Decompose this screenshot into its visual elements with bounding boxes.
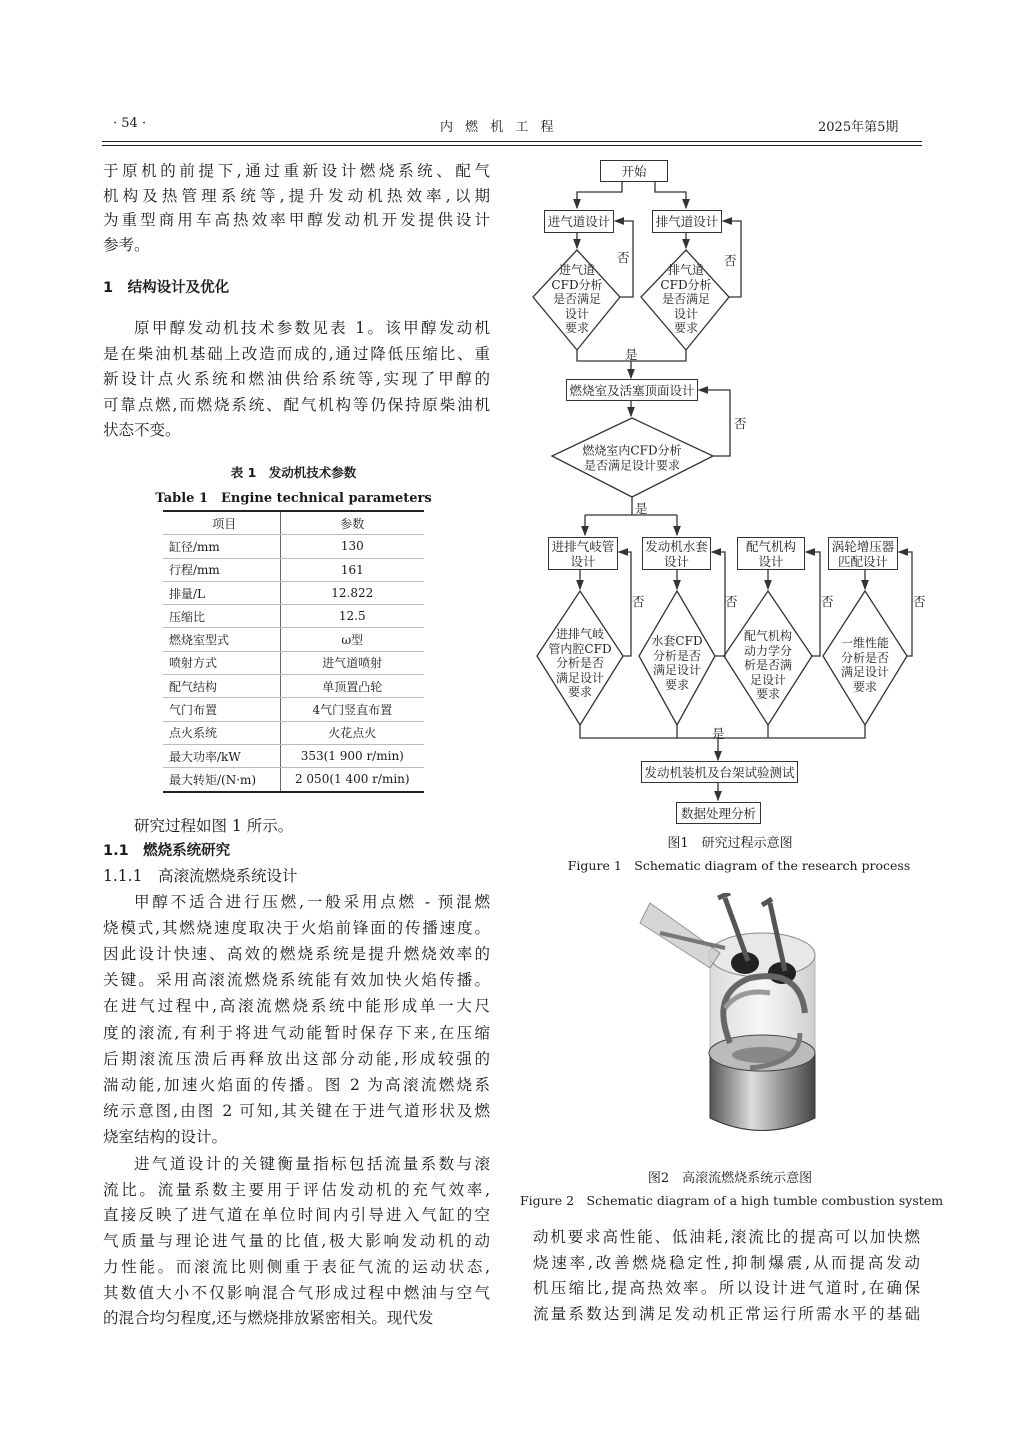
paragraph-line: 为重型商用车高热效率甲醇发动机开发提供设计 <box>103 211 490 230</box>
no-label: 否 <box>913 594 926 609</box>
no-label: 否 <box>725 594 738 609</box>
parameter-value: ω型 <box>280 628 424 651</box>
intake-design-node: 进气道设计 <box>544 210 614 233</box>
figure2-caption-en: Figure 2 Schematic diagram of a high tumble combustion system <box>520 1193 944 1208</box>
turbo-check-text: 一维性能 分析是否 满足设计 要求 <box>840 636 890 694</box>
paragraph-line: 研究过程如图 1 所示。 <box>134 817 294 835</box>
paragraph-line: 其数值大小不仅影响混合气形成过程中燃油与空气 <box>103 1283 490 1302</box>
jacket-design-node: 发动机水套 设计 <box>642 537 711 570</box>
journal-title: 内 燃 机 工 程 <box>440 120 558 135</box>
paragraph-line: 在进气过程中,高滚流燃烧系统中能形成单一大尺 <box>103 997 490 1016</box>
parameter-name: 压缩比 <box>163 605 280 628</box>
paragraph-line: 状态不变。 <box>103 421 181 439</box>
paragraph-line: 的混合均匀程度,还与燃烧排放紧密相关。现代发 <box>103 1309 434 1328</box>
paragraph-line: 甲醇不适合进行压燃,一般采用点燃 - 预混燃 <box>134 893 490 911</box>
exhaust-check-text: 排气道 CFD分析 是否满足 设计 要求 <box>660 262 712 335</box>
chamber-check-text: 燃烧室内CFD分析 是否满足设计要求 <box>582 443 682 472</box>
paragraph-line: 烧室结构的设计。 <box>103 1127 228 1146</box>
parameter-value: 161 <box>280 558 424 581</box>
paragraph-line: 统示意图,由图 2 可知,其关键在于进气道形状及燃 <box>103 1101 490 1120</box>
issue-label: 2025年第5期 <box>818 120 899 135</box>
paragraph-line: 机压缩比,提高热效率。所以设计进气道时,在确保 <box>533 1279 920 1298</box>
start-node: 开始 <box>600 160 668 182</box>
paragraph-line: 后期滚流压溃后再释放出这部分动能,形成较强的 <box>103 1049 490 1068</box>
parameter-value: 12.822 <box>280 581 424 604</box>
paragraph-line: 动机要求高性能、低油耗,滚流比的提高可以加快燃 <box>533 1228 920 1246</box>
parameter-name: 配气结构 <box>163 675 280 698</box>
paragraph-line: 可靠点燃,而燃烧系统、配气机构等仍保持原柴油机 <box>103 395 490 414</box>
parameter-value: 2 050(1 400 r/min) <box>280 768 424 792</box>
parameter-name: 最大转矩/(N·m) <box>163 768 280 792</box>
paragraph-line: 烧速率,改善燃烧稳定性,抑制爆震,从而提高发动 <box>533 1253 920 1272</box>
paragraph-line: 气质量与理论进气量的比值,极大影响发动机的动 <box>103 1232 490 1251</box>
paragraph-line: 烧模式,其燃烧速度取决于火焰前锋面的传播速度。 <box>103 919 490 938</box>
section-heading: 1.1 燃烧系统研究 <box>103 843 231 859</box>
paragraph-line: 因此设计快速、高效的燃烧系统是提升燃烧效率的 <box>103 945 490 964</box>
paragraph-line: 原甲醇发动机技术参数见表 1。该甲醇发动机 <box>134 319 490 337</box>
subsection-heading: 1.1.1 高滚流燃烧系统设计 <box>103 867 298 885</box>
paragraph-line: 进气道设计的关键衡量指标包括流量系数与滚 <box>134 1155 490 1173</box>
manifold-check-text: 进排气岐 管内腔CFD 分析是否 满足设计 要求 <box>548 626 612 699</box>
table-title-cn: 表 1 发动机技术参数 <box>230 465 357 480</box>
valvetrain-check-text: 配气机构 动力学分 析是否满 足设计 要求 <box>743 628 793 701</box>
figure1-caption-en: Figure 1 Schematic diagram of the research process <box>567 858 911 873</box>
figure2-caption-cn: 图2 高滚流燃烧系统示意图 <box>647 1171 813 1186</box>
parameter-name: 喷射方式 <box>163 651 280 674</box>
figure1-caption-cn: 图1 研究过程示意图 <box>667 836 793 851</box>
no-label: 否 <box>821 594 834 609</box>
column-header: 参数 <box>280 511 424 535</box>
yes-label: 是 <box>625 347 638 362</box>
parameter-name: 缸径/mm <box>163 535 280 558</box>
paragraph-line: 力性能。而滚流比则侧重于表征气流的运动状态, <box>103 1257 490 1276</box>
bench-test-node: 发动机装机及台架试验测试 <box>641 761 798 783</box>
paragraph-line: 关键。采用高滚流燃烧系统能有效加快火焰传播。 <box>103 971 490 990</box>
parameter-value: 130 <box>280 535 424 558</box>
parameter-value: 进气道喷射 <box>280 651 424 674</box>
parameter-value: 4气门竖直布置 <box>280 698 424 721</box>
section-heading: 1 结构设计及优化 <box>103 280 230 296</box>
paragraph-line: 于原机的前提下,通过重新设计燃烧系统、配气 <box>103 162 490 180</box>
tumble-combustion-illustration <box>630 893 840 1153</box>
parameter-name: 最大功率/kW <box>163 744 280 767</box>
yes-label: 是 <box>712 726 725 741</box>
paragraph-line: 参考。 <box>103 236 150 255</box>
data-analysis-node: 数据处理分析 <box>676 802 761 824</box>
table-title-en: Table 1 Engine technical parameters <box>155 491 432 506</box>
no-label: 否 <box>617 250 630 265</box>
no-label: 否 <box>734 416 747 431</box>
chamber-design-node: 燃烧室及活塞顶面设计 <box>566 379 698 401</box>
parameter-value: 单顶置凸轮 <box>280 675 424 698</box>
no-label: 否 <box>724 253 737 268</box>
paragraph-line: 机构及热管理系统等,提升发动机热效率,以期 <box>103 186 490 205</box>
parameter-name: 排量/L <box>163 581 280 604</box>
parameter-value: 353(1 900 r/min) <box>280 744 424 767</box>
exhaust-design-node: 排气道设计 <box>652 210 722 233</box>
paragraph-line: 是在柴油机基础上改造而成的,通过降低压缩比、重 <box>103 344 490 363</box>
page-number: · 54 · <box>113 116 147 131</box>
paragraph-line: 新设计点火系统和燃油供给系统等,实现了甲醇的 <box>103 370 490 388</box>
paragraph-line: 流比。流量系数主要用于评估发动机的充气效率, <box>103 1180 490 1199</box>
parameter-name: 气门布置 <box>163 698 280 721</box>
parameter-name: 行程/mm <box>163 558 280 581</box>
yes-label: 是 <box>635 501 648 516</box>
parameter-name: 点火系统 <box>163 721 280 744</box>
turbo-design-node: 涡轮增压器 匹配设计 <box>828 537 898 570</box>
parameter-value: 火花点火 <box>280 721 424 744</box>
paragraph-line: 度的滚流,有利于将进气动能暂时保存下来,在压缩 <box>103 1023 490 1042</box>
no-label: 否 <box>632 594 645 609</box>
manifold-design-node: 进排气岐管 设计 <box>548 537 618 570</box>
parameter-name: 燃烧室型式 <box>163 628 280 651</box>
intake-check-text: 进气道 CFD分析 是否满足 设计 要求 <box>551 262 603 335</box>
paragraph-line: 直接反映了进气道在单位时间内引导进入气缸的空 <box>103 1206 490 1225</box>
column-header: 项目 <box>163 511 280 535</box>
valvetrain-design-node: 配气机构 设计 <box>737 537 805 570</box>
paragraph-line: 流量系数达到满足发动机正常运行所需水平的基础 <box>533 1305 920 1324</box>
paragraph-line: 湍动能,加速火焰面的传播。图 2 为高滚流燃烧系 <box>103 1075 490 1094</box>
jacket-check-text: 水套CFD 分析是否 满足设计 要求 <box>651 634 703 692</box>
parameter-value: 12.5 <box>280 605 424 628</box>
